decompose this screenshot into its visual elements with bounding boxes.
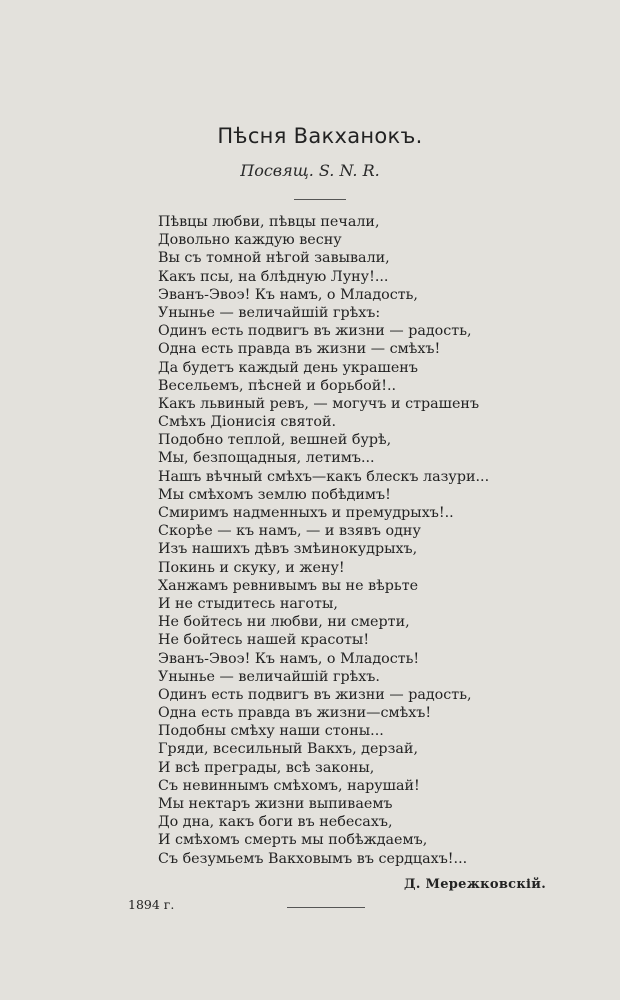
author-signature: Д. Мережковскій. [404,877,547,892]
poem-line: Весельемъ, пѣсней и борьбой!.. [158,377,397,394]
poem-line: Гряди, всесильный Вакхъ, дерзай, [158,741,418,758]
poem-dedication: Посвящ. S. N. R. [240,161,380,180]
poem-line: Эванъ-Эвоэ! Къ намъ, о Младость, [158,286,418,303]
poem-line: Не бойтесь нашей красоты! [158,632,370,649]
poem-line: Мы смѣхомъ землю побѣдимъ! [158,486,391,503]
poem-line: Не бойтесь ни любви, ни смерти, [158,614,410,631]
poem-line: Унынье — величайшій грѣхъ. [158,668,380,685]
poem-line: Подобны смѣху наши стоны... [158,723,384,740]
poem-line: Изъ нашихъ дѣвъ змѣинокудрыхъ, [158,541,418,558]
poem-line: Какъ псы, на блѣдную Луну!... [158,268,389,285]
poem-line: Смѣхъ Діонисія святой. [158,414,337,431]
poem-line: Какъ львиный ревъ, — могучъ и страшенъ [158,395,480,412]
poem-line: Довольно каждую весну [158,232,342,249]
poem-line: Унынье — величайшій грѣхъ: [158,304,381,321]
poem-line: Нашъ вѣчный смѣхъ—какъ блескъ лазури... [158,468,490,485]
poem-line: Мы нектаръ жизни выпиваемъ [158,796,393,812]
poem-line: Одинъ есть подвигъ въ жизни — радость, [158,323,472,340]
poem-line: И смѣхомъ смерть мы побѣждаемъ, [158,832,428,849]
title-divider [294,199,346,200]
poem-line: Одна есть правда въ жизни — смѣхъ! [158,341,441,358]
poem-line: Съ безумьемъ Вакховымъ въ сердцахъ!... [158,850,468,867]
poem-line: И не стыдитесь наготы, [158,595,338,612]
poem-line: Мы, безпощадныя, летимъ... [158,450,375,467]
poem-line: Смиримъ надменныхъ и премудрыхъ!.. [158,505,454,521]
poem-title: Пѣсня Вакханокъ. [217,124,423,148]
poem-line: Ханжамъ ревнивымъ вы не вѣрьте [158,577,419,594]
poem-line: Съ невиннымъ смѣхомъ, нарушай! [158,777,420,794]
poem-line: Одинъ есть подвигъ въ жизни — радость, [158,686,472,703]
poem-line: Подобно теплой, вешней бурѣ, [158,432,392,449]
end-divider [287,907,365,908]
poem-body [158,213,498,868]
poem-line: И всѣ преграды, всѣ законы, [158,759,375,776]
poem-line: До дна, какъ боги въ небесахъ, [158,814,393,831]
poem-line: Покинь и скуку, и жену! [158,559,345,576]
poem-line: Скорѣе — къ намъ, — и взявъ одну [158,523,421,540]
poem-line: Да будетъ каждый день украшенъ [158,359,418,376]
poem-date: 1894 г. [128,897,175,912]
poem-line: Пѣвцы любви, пѣвцы печали, [158,214,380,230]
poem-line: Эванъ-Эвоэ! Къ намъ, о Младость! [158,650,420,667]
poem-line: Вы съ томной нѣгой завывали, [158,250,390,267]
poem-line: Одна есть правда въ жизни—смѣхъ! [158,705,432,722]
